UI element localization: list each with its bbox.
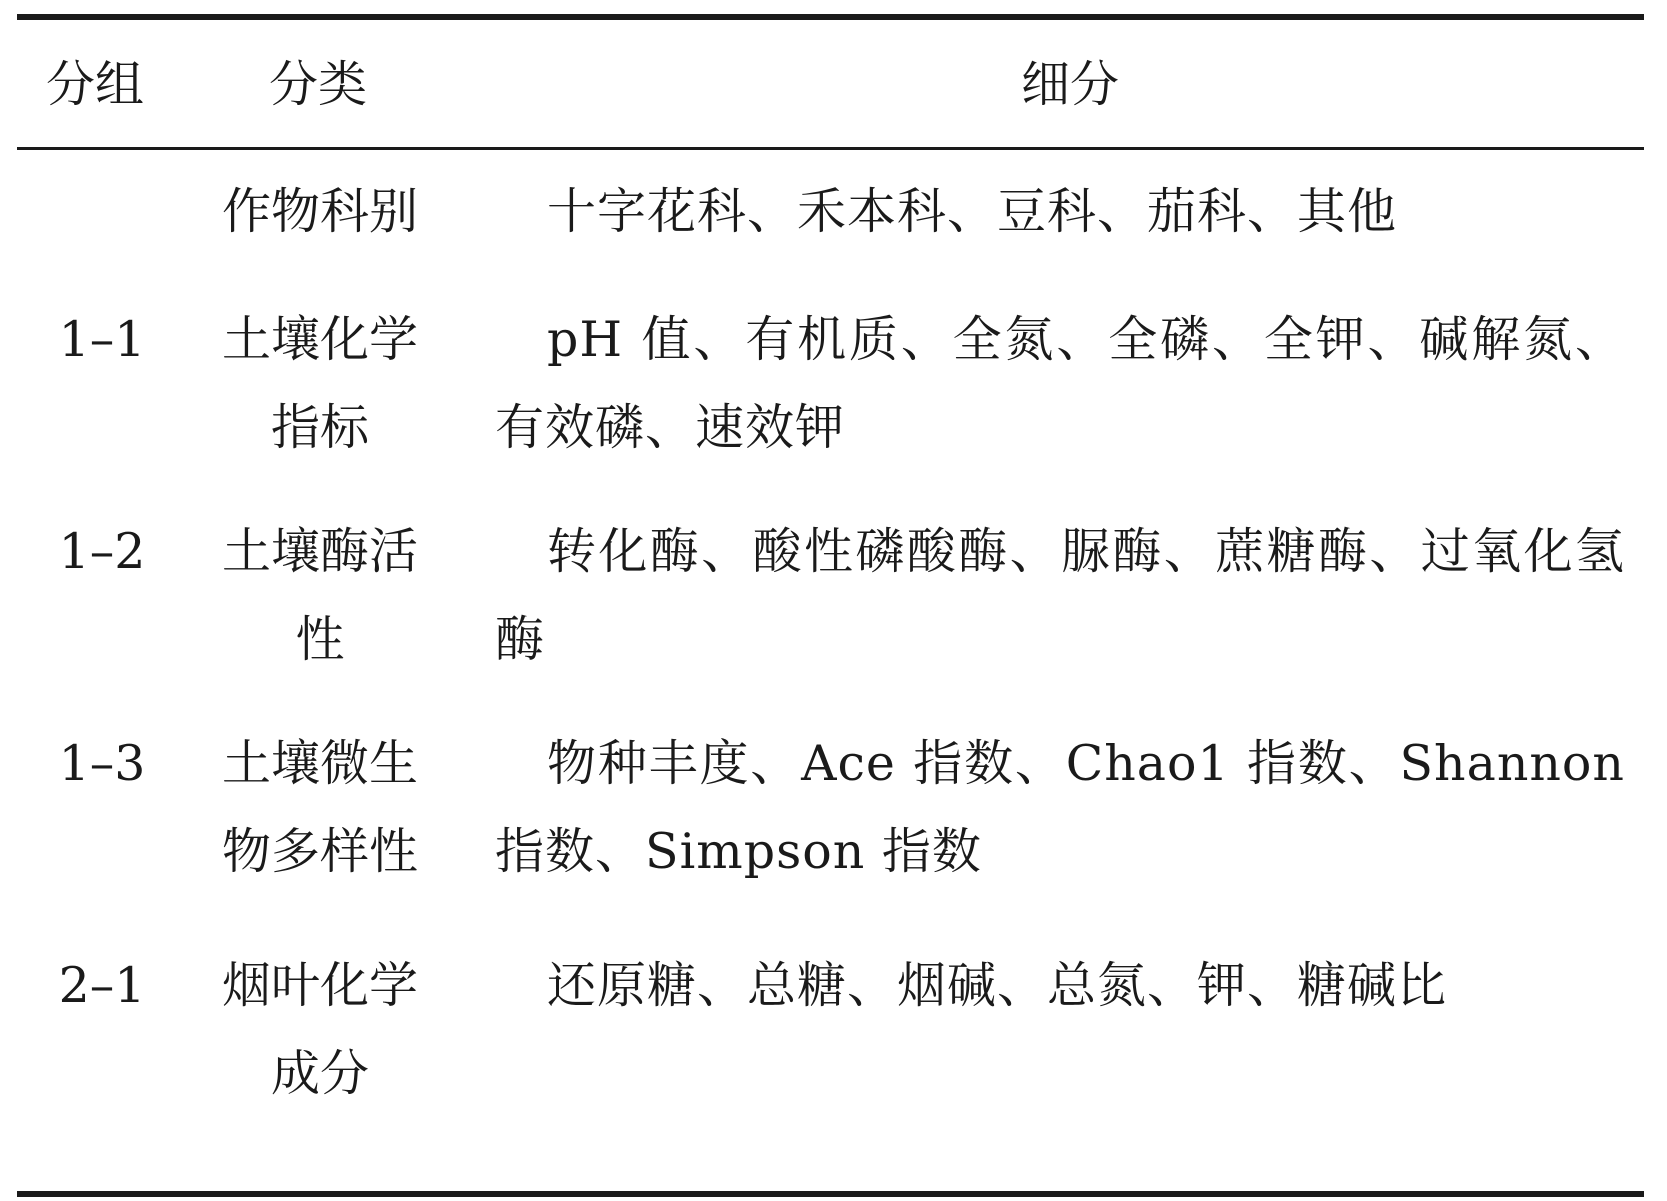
row-detail: 还原糖、总糖、烟碱、总氮、钾、糖碱比 xyxy=(547,957,1448,1014)
row-category: 土壤化学指标 xyxy=(221,311,418,456)
row-category: 土壤微生物多样性 xyxy=(221,735,418,880)
row-detail: 十字花科、禾本科、豆科、茄科、其他 xyxy=(547,183,1398,240)
row-category: 烟叶化学成分 xyxy=(221,957,418,1102)
row-group: 1–2 xyxy=(58,523,146,580)
table-bottom-rule xyxy=(17,1191,1644,1197)
header-category: 分类 xyxy=(269,56,368,113)
table-body xyxy=(17,150,1644,1191)
table-header-row xyxy=(17,20,1644,147)
row-category: 土壤酶活性 xyxy=(221,523,418,668)
row-group: 2–1 xyxy=(58,957,146,1014)
header-group: 分组 xyxy=(46,56,145,113)
row-detail: 物种丰度、Ace 指数、Chao1 指数、Shannon 指数、Simpson 指数 xyxy=(495,735,1625,880)
row-detail: 转化酶、酸性磷酸酶、脲酶、蔗糖酶、过氧化氢酶 xyxy=(495,523,1625,668)
row-group: 1–3 xyxy=(58,735,146,792)
row-group: 1–1 xyxy=(58,311,146,368)
data-table xyxy=(17,14,1644,1197)
row-category: 作物科别 xyxy=(221,183,418,240)
row-detail: pH 值、有机质、全氮、全磷、全钾、碱解氮、有效磷、速效钾 xyxy=(495,311,1625,456)
header-detail: 细分 xyxy=(1021,56,1120,113)
